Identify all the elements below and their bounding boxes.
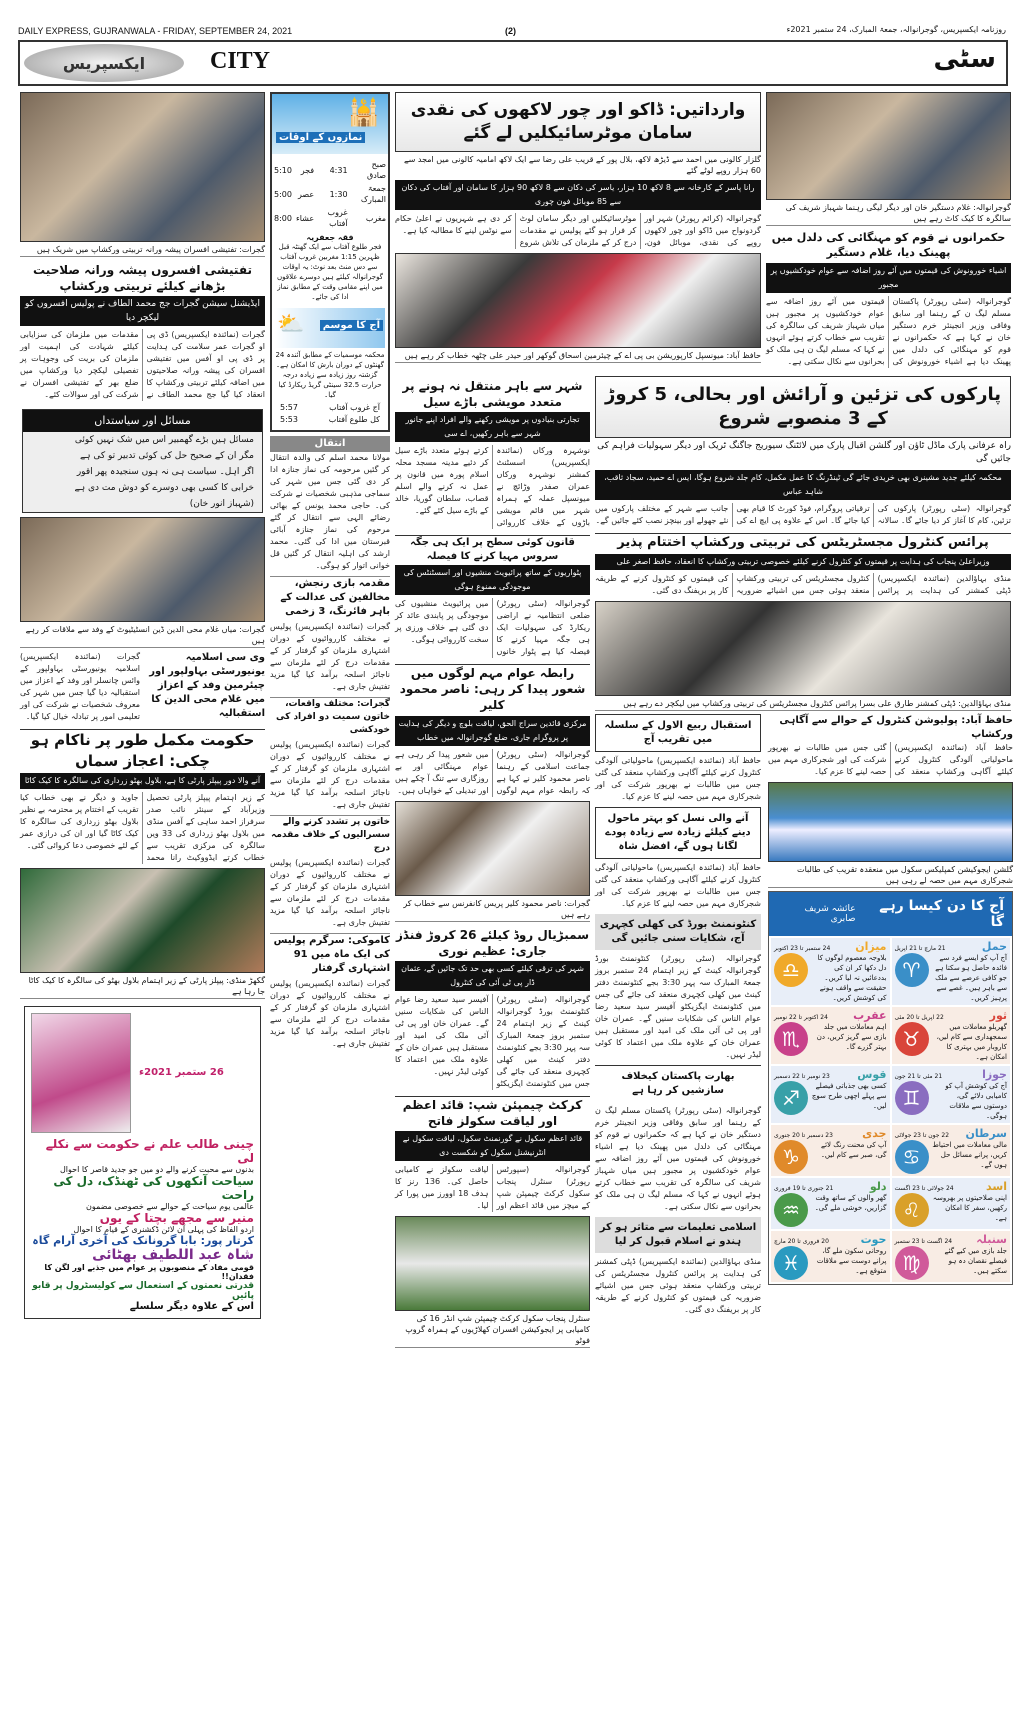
sign-content bbox=[774, 953, 887, 1003]
horoscope-sign-11 bbox=[771, 1231, 890, 1282]
caption: سنٹرل پنجاب سکول کرکٹ چیمپئن شپ انڈر 16 کی کامیابی پر ایجوکیشن افسران کھلاڑیوں کے ہمراہ گروپ فوٹو bbox=[395, 1313, 590, 1348]
prayer-cell: 4:31 bbox=[329, 165, 348, 175]
sign-content bbox=[774, 1022, 887, 1056]
horoscope-sign-3 bbox=[771, 1007, 890, 1064]
sign-dates: 22 اپریل تا 20 مئی bbox=[894, 1013, 944, 1021]
article-body: گوجرانوالہ (سپورٹس رپورٹر) سنٹرل پنجاب سکول کرکٹ چیمپئن شپ کے میچز میں قائد اعظم اور لیاقت سکولز نے کامیابی حاصل کی۔ 136 رنز کا ہدف 18 اوورز میں پورا کر لیا۔ bbox=[395, 1165, 590, 1211]
sign-header bbox=[895, 1068, 1008, 1081]
headline: خاتون پر تشدد کرنے والے سسرالیوں کے خلاف مقدمہ درج bbox=[271, 817, 390, 853]
sunset-row bbox=[272, 402, 388, 414]
ad-line: عالمی یوم سیاحت کے حوالے سے خصوصی مضمون bbox=[85, 1201, 254, 1211]
obituary-body: مولانا محمد اسلم کی والدہ انتقال کر گئیں مرحومہ کی نماز جنازہ ادا کر دی گئی جس میں شہر کی سماجی مذہبی شخصیات نے شرکت کی۔ حاجی محمد یونس کے بھائی رضائے الہی سے انتقال کر گئے مرحوم کی نماز جنازہ آبائی قبرستان میں ادا کی گئی۔ محمد ارشد کی اہلیہ انتقال کر گئیں قل خوانی اتوار کو ہوگی۔ bbox=[270, 453, 390, 570]
zodiac-icon: ♒ bbox=[774, 1193, 808, 1227]
sign-name: حمل bbox=[981, 939, 1007, 953]
sign-header bbox=[774, 1068, 887, 1081]
prayer-table bbox=[272, 158, 388, 230]
sign-content bbox=[895, 1022, 1008, 1062]
sign-text: آج کی کوشش آپ کو کامیابی دلائے گی، دوستوں سے ملاقات ہوگی۔ bbox=[945, 1081, 1007, 1120]
sign-content bbox=[774, 1193, 887, 1227]
sign-dates: 23 دسمبر تا 20 جنوری bbox=[774, 1131, 833, 1139]
headline: کاموکی: سرگرم پولیس کی ایک ماہ میں 91 اشتہاری گرفتار bbox=[270, 933, 390, 976]
zodiac-icon: ♌ bbox=[895, 1193, 929, 1227]
sunrise-row bbox=[272, 414, 388, 426]
sign-name: جدی bbox=[862, 1126, 887, 1140]
subheadline: آنے والا دور پیپلز پارٹی کا ہے، بلاول بھٹو زرداری کی سالگرہ کا کیک کاٹا bbox=[20, 773, 265, 789]
mini-headline: استقبال ربیع الاول کے سلسلہ میں تقریب آج bbox=[595, 714, 761, 752]
horoscope-sign-8 bbox=[892, 1178, 1011, 1229]
article-body: منڈی بہاؤالدین (نمائندہ ایکسپریس) ڈپٹی کمشنر کی ہدایت پر پرائس کنٹرول مجسٹریٹس کی تربیتی ورکشاپ منعقد ہوئی جس میں اشیائے ضروریہ کی قیمتوں کو کنٹرول کرنے کے طریقہ کار پر بریفنگ دی گئی۔ bbox=[595, 573, 1011, 595]
sign-text: آج آپ کو ایسے فرد سے فائدہ حاصل ہو سکتا ہے جو کافی عرصے سے ملک سے باہر ہیں۔ غصے سے پرہیز کریں۔ bbox=[935, 953, 1007, 1002]
horoscope-sign-4 bbox=[892, 1066, 1011, 1123]
article-body: گوجرانوالہ (سٹی رپورٹر) کنٹونمنٹ بورڈ گوجرانوالہ کینٹ کے زیر اہتمام 24 ستمبر بروز جمعۃ المبارک سہ پہر 3:30 بجے کنٹونمنٹ دفتر کینٹ میں کھلی کچہری منعقد کی جائے گی جس میں کنٹونمنٹ ایگزیکٹو آفیسر سید سعید رضا عوام الناس کی شکایات سنیں گے۔ عمران خان اور پی ٹی آئی ملک کی امید اور مستقبل ہیں عمران خان کے علاوہ ملک میں اعتماد کا کوئی لیڈر نہیں۔ bbox=[395, 995, 590, 1088]
sign-name: عقرب bbox=[853, 1008, 887, 1022]
sunday-magazine-ad bbox=[24, 1006, 261, 1319]
sign-text: گھریلو معاملات میں سمجھداری سے کام لیں، کاروبار میں بہتری کا امکان ہے۔ bbox=[936, 1022, 1007, 1061]
ad-line: شاہ عبد اللطیف بھٹائی bbox=[92, 1246, 254, 1263]
sign-dates: 24 اگست تا 23 ستمبر bbox=[894, 1237, 953, 1245]
ad-cover-image bbox=[31, 1013, 131, 1133]
poem-line: اگر اہل۔ سیاست ہی نہ ہوں سنجیدہ پھر اقور bbox=[76, 467, 254, 478]
sunrise-time: 5:53 bbox=[280, 415, 298, 424]
sign-content bbox=[895, 1140, 1008, 1174]
headline: قانون کوئی سطح پر ایک ہی جگہ سروس مہیا کرنے کا فیصلہ bbox=[395, 535, 590, 563]
sign-header bbox=[895, 1127, 1008, 1140]
article-body: حافظ آباد (نمائندہ ایکسپریس) ماحولیاتی آلودگی کنٹرول کرنے کیلئے آگاہی ورکشاپ منعقد کی گئی جس میں طالبات نے بھرپور شرکت کی اور شجرکاری مہم میں حصہ لینے کا عزم کیا۔ bbox=[595, 862, 761, 908]
zodiac-icon: ♍ bbox=[895, 1246, 929, 1280]
headline: کرکٹ چیمپئن شپ: قائد اعظم اور لیاقت سکولز فاتح bbox=[395, 1096, 590, 1129]
caption: گجرات: ناصر محمود کلیر پریس کانفرنس سے خطاب کر رہے ہیں bbox=[395, 898, 590, 922]
article-body: نوشہرہ ورکاں (نمائندہ ایکسپریس) اسسٹنٹ کمشنر نوشہرہ ورکاں عمران صفدر وڑائچ نے میونسپل عملہ کے ہمراہ شہر میں قائم مویشی باڑوں کے خلاف کارروائی کرتے ہوئے متعدد باڑے سیل کر دئیے مدینہ مسجد محلہ اسلام پورہ میں قانون پر عمل نہ کرنے والے اسلم قصاب، سلطان گوریا، خالد کے باڑے سیل کئے گئے۔ bbox=[395, 446, 590, 528]
sign-header bbox=[774, 1127, 887, 1140]
prayer-note: فجر طلوع آفتاب سے ایک گھنٹہ قبل ظہرین 1:15 مغربین غروب آفتاب سے دس منٹ بعد نوٹ: یہ اوقات گوجرانوالہ کیلئے ہیں دوسرے علاقوں میں اپنے مقامی وقت کے مطابق نماز ادا کی جائے۔ bbox=[276, 243, 384, 301]
center-top bbox=[395, 92, 761, 366]
logo-text: ایکسپریس bbox=[62, 53, 146, 73]
headline: پرائس کنٹرول مجسٹریٹس کی تربیتی ورکشاپ اختتام پذیر bbox=[595, 533, 1011, 552]
sign-text: جلد بازی میں کیے گئے فیصلے نقصان دہ ہو سکتے ہیں۔ bbox=[944, 1246, 1007, 1275]
horoscope-section bbox=[768, 891, 1013, 1285]
sign-name: ثور bbox=[989, 1008, 1007, 1022]
ad-line: اردو الفاظ کی پہلی آن لائن ڈکشنری کے قیام کا احوال bbox=[73, 1224, 254, 1234]
article-body: کے زیر اہتمام پیپلز پارٹی تحصیل وزیرآباد کے سینئر نائب صدر سرفراز احمد ساہی کے آفس منڈی میں بلاول بھٹو زرداری کی 33 ویں سالگرہ کی مرکزی تقریب سے خطاب کرتے ایڈووکیٹ رانا محمد جاوید و دیگر نے بھی خطاب کیا تقریب کے اختتام پر محترمہ بے نظیر بلاول بھٹو زرداری کی سالگرہ کا کیک کاٹا گیا اور ان کی درازی عمر کے لئے خصوصی دعا کروائی گئی۔ bbox=[20, 792, 265, 862]
zodiac-icon: ♉ bbox=[895, 1022, 929, 1056]
subheadline: ایڈیشنل سیشن گجرات جج محمد الطاف نے پولیس افسروں کو لیکچر دیا bbox=[20, 296, 265, 326]
sign-content bbox=[774, 1246, 887, 1280]
sign-name: میزان bbox=[855, 939, 887, 953]
sign-header bbox=[774, 1009, 887, 1022]
headline: مقدمہ بازی رنجش، مخالفین کی عدالت کے باہر فائرنگ، 3 زخمی bbox=[270, 576, 390, 619]
article-body: گجرات (نمائندہ ایکسپریس) ڈی پی او گجرات عمر سلامت کی ہدایت پر ڈی پی او آفس میں تفتیشی افسران کی پیشہ ورانہ صلاحیتوں میں اضافہ کیلئے تربیتی ورکشاپ کا انعقاد کیا گیا جج محمد الطاف نے مقدمات میں ملزمان کی سزایابی کیلئے شہادت کی اہمیت اور ملزمان کی بریت کی وجوہات پر تفصیلی لیکچر دیا ورکشاپ میں ضلع بھر کے تفتیشی افسران نے شرکت کی اور سوالات کئے۔ bbox=[20, 330, 265, 400]
zodiac-icon: ♐ bbox=[774, 1081, 808, 1115]
caption: گجرات: میاں غلام محی الدین ڈین انسٹیٹیوٹ کے وفد سے ملاقات کر رہے ہیں bbox=[20, 624, 265, 648]
poem-line: مسائل ہیں بڑے گھمبیر اس میں شک نہیں کوئی bbox=[74, 435, 254, 446]
caption: حافظ آباد: میونسپل کارپوریشن بی پی اے کے چیئرمین اسحاق گوکھر اور حیدر علی چٹھہ خطاب کر رہے ہیں bbox=[395, 350, 761, 363]
poem-title: مسائل اور سیاستداں bbox=[23, 410, 262, 432]
mini-column bbox=[595, 714, 761, 1320]
sign-content bbox=[895, 1246, 1008, 1280]
prayer-cell: عشاء bbox=[295, 213, 315, 223]
zodiac-icon: ♑ bbox=[774, 1140, 808, 1174]
parks-headline-box bbox=[595, 376, 1011, 439]
headline: حکومت مکمل طور پر ناکام ہو چکی: اعجاز سماں bbox=[20, 729, 265, 771]
sign-dates: 21 جنوری تا 19 فروری bbox=[774, 1184, 834, 1192]
sign-header bbox=[895, 1180, 1008, 1193]
poem-line: مگر ان کے صحیح حل کی کوئی تدبیر تو کی ہے bbox=[79, 451, 254, 462]
photo-mc-hafizabad bbox=[395, 253, 761, 348]
right-area bbox=[595, 376, 1011, 1320]
sign-dates: 23 نومبر تا 22 دسمبر bbox=[774, 1072, 830, 1080]
prayer-cell: 8:00 bbox=[274, 213, 292, 223]
horoscope-sign-5 bbox=[771, 1066, 890, 1123]
poem-author: (شہباز انور خان) bbox=[189, 499, 254, 510]
photo-birthday-cake bbox=[20, 868, 265, 973]
ad-line: منیر سے مجھے بچتا کے یوں bbox=[99, 1210, 254, 1225]
article-body: گجرات (نمائندہ ایکسپریس) پولیس نے مختلف کارروائیوں کے دوران اشتہاری ملزمان کو گرفتار کر کے مقدمات درج کر لئے ملزمان سے ناجائز اسلحہ برآمد کیا گیا مزید تفتیش جاری ہے۔ bbox=[270, 622, 390, 691]
headline: رابطہ عوام مہم لوگوں میں شعور پیدا کر رہی: ناصر محمود کلیر bbox=[395, 664, 590, 714]
article-body: گوجرانوالہ (سٹی رپورٹر) ضلعی انتظامیہ نے اراضی ریکارڈ کی سہولیات ایک ہی جگہ مہیا کرنے کا فیصلہ کیا ہے پٹوار خانوں میں پرائیویٹ منشیوں کی موجودگی پر پابندی عائد کر دی گئی ہے خلاف ورزی پر سخت کارروائی ہوگی۔ bbox=[395, 599, 590, 657]
page-number: (2) bbox=[505, 26, 516, 36]
sign-header bbox=[895, 940, 1008, 953]
masthead bbox=[18, 40, 1008, 86]
prayer-cell: فجر bbox=[300, 165, 315, 175]
sign-name: حوت bbox=[860, 1232, 887, 1246]
sign-name: جوزا bbox=[982, 1067, 1007, 1081]
sign-dates: 24 اکتوبر تا 22 نومبر bbox=[774, 1013, 828, 1021]
ad-line: چینی طالب علم نے حکومت سے نکلے لی bbox=[45, 1136, 254, 1165]
article-body: گوجرانوالہ (سٹی رپورٹر) جماعت اسلامی کے رہنما ناصر محمود کلیر نے کہا ہے کہ رابطہ عوام مہم لوگوں میں شعور پیدا کر رہی ہے عوام مہنگائی اور بے روزگاری سے تنگ آ چکے ہیں اور تبدیلی کے خواہاں ہیں۔ bbox=[395, 749, 590, 795]
prayer-banner bbox=[272, 94, 388, 154]
horoscope-sign-2 bbox=[892, 1007, 1011, 1064]
sign-text: گھر والوں کے ساتھ وقت گزاریں، خوشی ملے گی۔ bbox=[814, 1193, 887, 1212]
headline: شہر سے باہر منتقل نہ ہونے پر متعدد مویشی باڑے سیل bbox=[402, 378, 583, 409]
sign-dates: 22 جون تا 23 جولائی bbox=[894, 1131, 950, 1139]
ad-line: قدرتی نعمتوں کے استعمال سے کولیسٹرول پر قابو پائیں bbox=[32, 1280, 254, 1301]
caption: گکھڑ منڈی: پیپلز پارٹی کے زیر اہتمام بلاول بھٹو کی سالگرہ کا کیک کاٹا جا رہا ہے bbox=[20, 975, 265, 999]
horoscope-header bbox=[769, 892, 1012, 936]
sign-text: کسی بھی جذباتی فیصلے سے پہلے اچھی طرح سوچ لیں۔ bbox=[811, 1081, 887, 1110]
sun-cloud-icon: ⛅ bbox=[277, 312, 305, 337]
article-body: منڈی بہاؤالدین (نمائندہ ایکسپریس) ڈپٹی کمشنر کی ہدایت پر پرائس کنٹرول مجسٹریٹس کی تربیتی ورکشاپ منعقد ہوئی جس میں اشیائے ضروریہ کی قیمتوں کو کنٹرول کرنے کے طریقہ کار پر بریفنگ دی گئی۔ bbox=[595, 1256, 761, 1314]
headline: وی سی اسلامیہ یونیورسٹی بہاولپور اور چیئرمین وفد کے اعزاز میں غلام محی الدین کا استقبالیہ bbox=[149, 652, 265, 720]
headline: تفتیشی افسروں پیشہ ورانہ صلاحیت بڑھانے کیلئے تربیتی ورکشاپ bbox=[33, 263, 252, 294]
subheadline: شہر کی ترقی کیلئے کسی بھی حد تک جائیں گے، عثمان ڈار پی ٹی آئی کی کنٹرول bbox=[395, 961, 590, 991]
prayer-cell: صبح صادق bbox=[367, 160, 386, 180]
lead-black-strap: رانا پاسر کے کارخانہ سے 8 لاکھ 10 ہزار، یاسر کی دکان سے 8 لاکھ 90 ہزار کا سامان اور آفتاب کی دکان سے 85 موبائل فون چوری bbox=[395, 180, 761, 210]
left-column bbox=[20, 92, 265, 1319]
headline: حکمرانوں نے قوم کو مہنگائی کی دلدل میں پھینک دیا، غلام دستگیر bbox=[771, 231, 1006, 259]
sign-content bbox=[895, 953, 1008, 1003]
prayer-cell: 1:30 bbox=[329, 189, 348, 199]
prayer-cell: غروب آفتاب bbox=[327, 208, 348, 228]
article-body: گوجرانوالہ (سٹی رپورٹر) پارکوں کی تزئین، کام کا آغاز کر دیا جائے گا۔ سالانہ ترقیاتی پروگرام، فوڈ کورٹ کا قیام بھی کیا جائے گا۔ اس کے علاوہ پی ایچ اے کی جانب سے شہر کے مختلف پارکوں میں نئے جھولے اور بینچز نصب کئے جائیں گے۔ bbox=[595, 504, 1011, 526]
sign-text: مالی معاملات میں احتیاط کریں، پرانے مسائل حل ہوں گے۔ bbox=[932, 1140, 1007, 1169]
subheadline: پٹواریوں کے ساتھ پرائیویٹ منشیوں اور اسسٹنٹس کی موجودگی ممنوع ہوگی bbox=[395, 565, 590, 595]
subheadline: مرکزی قائدین سراج الحق، لیاقت بلوچ و دیگر کی ہدایت پر پروگرام جاری، ضلع گوجرانوالہ میں خطاب bbox=[395, 716, 590, 746]
prayer-cell: مغرب bbox=[365, 213, 386, 223]
university-story bbox=[20, 651, 265, 727]
sign-text: اہم معاملات میں جلد بازی سے گریز کریں، دن بہتر گزرے گا۔ bbox=[816, 1022, 887, 1051]
zodiac-icon: ♊ bbox=[895, 1081, 929, 1115]
weather-title: آج کا موسم bbox=[320, 320, 383, 331]
horoscope-grid bbox=[769, 936, 1012, 1284]
horoscope-sign-1 bbox=[771, 938, 890, 1005]
obituary-title: انتقال bbox=[270, 436, 390, 452]
headline: سمبڑیال روڈ کیلئے 26 کروڑ فنڈز جاری: عظیم نوری bbox=[395, 927, 590, 958]
article-body: گجرات (نمائندہ ایکسپریس) پولیس نے مختلف کارروائیوں کے دوران اشتہاری ملزمان کو گرفتار کر کے مقدمات درج کر لئے ملزمان سے ناجائز اسلحہ برآمد کیا گیا مزید تفتیش جاری ہے۔ bbox=[270, 740, 390, 809]
mini-headline: اسلامی تعلیمات سے متاثر ہو کر ہندو نے اسلام قبول کر لیا bbox=[595, 1217, 761, 1253]
parks-headline: پارکوں کی تزئین و آرائش اور بحالی، 5 کروڑ کے 3 منصوبے شروع bbox=[605, 383, 1001, 429]
ad-line: کرتار پور: بابا گرونانک کی آخری آرام گاہ bbox=[32, 1233, 254, 1247]
zodiac-icon: ♋ bbox=[895, 1140, 929, 1174]
sign-dates: 24 جولائی تا 23 اگست bbox=[894, 1184, 954, 1192]
subheadline: اشیاء خورونوش کی قیمتوں میں آئے روز اضافہ سے عوام خودکشیوں پر مجبور bbox=[766, 263, 1011, 293]
sign-header bbox=[895, 1233, 1008, 1246]
headline: حافظ آباد: پولیوشن کنٹرول کے حوالے سے آگاہی ورکشاپ bbox=[779, 714, 1013, 740]
prayer-column bbox=[270, 92, 390, 1054]
zodiac-icon: ♈ bbox=[895, 953, 929, 987]
article-body: گجرات (نمائندہ ایکسپریس) اسلامیہ یونیورسٹی بہاولپور کے وائس چانسلر اور وفد کے اعزاز میں استقبالیہ دیا گیا جس میں شہر کی معروف شخصیات نے شرکت کی اور تعلیمی امور پر تبادلہ خیال کیا گیا۔ bbox=[20, 652, 140, 722]
photo-police-workshop bbox=[20, 92, 265, 242]
sign-name: سنبلہ bbox=[976, 1232, 1007, 1246]
sign-text: بلاوجہ معصوم لوگوں کا دل دکھا کر ان کی بددعائیں نہ لیا کریں۔ حقیقت سے واقف ہونے کی کوشش کریں۔ bbox=[817, 953, 887, 1002]
ad-line: سیاحت آنکھوں کی ٹھنڈک، دل کی راحت bbox=[53, 1173, 254, 1202]
sign-dates: 21 مارچ تا 21 اپریل bbox=[894, 944, 946, 952]
mini-headline: بھارت پاکستان کیخلاف سازشیں کر رہا ہے bbox=[595, 1065, 761, 1102]
lead-headline: وارداتیں: ڈاکو اور چور لاکھوں کی نقدی سامان موٹرسائیکلیں لے گئے bbox=[410, 100, 746, 143]
horoscope-sign-0 bbox=[892, 938, 1011, 1005]
ad-line: بدنوں سے محبت کرنے والے دو میں جو جدید قاصر کا احوال bbox=[59, 1164, 254, 1174]
horoscope-sign-9 bbox=[771, 1178, 890, 1229]
zodiac-icon: ♎ bbox=[774, 953, 808, 987]
mini-headline: کنٹونمنٹ بورڈ کی کھلی کچہری آج، شکایات سنی جائیں گی bbox=[595, 914, 761, 950]
lead-headline-box bbox=[395, 92, 761, 152]
sign-name: دلو bbox=[869, 1179, 887, 1193]
page-grid bbox=[20, 92, 1011, 1351]
sign-dates: 24 ستمبر تا 23 اکتوبر bbox=[774, 944, 831, 952]
article-body: گجرات (نمائندہ ایکسپریس) پولیس نے مختلف کارروائیوں کے دوران اشتہاری ملزمان کو گرفتار کر کے مقدمات درج کر لئے ملزمان سے ناجائز اسلحہ برآمد کیا گیا مزید تفتیش جاری ہے۔ bbox=[270, 858, 390, 927]
sign-dates: 20 فروری تا 20 مارچ bbox=[774, 1237, 829, 1245]
photo-students-plantation bbox=[768, 782, 1013, 862]
horoscope-column bbox=[768, 714, 1013, 1285]
folio-left: DAILY EXPRESS, GUJRANWALA - FRIDAY, SEPTEMBER 24, 2021 bbox=[18, 26, 293, 36]
article-body: گوجرانوالہ (کرائم رپورٹر) شہر اور گردونواح میں ڈاکو اور چور لاکھوں روپے کی نقدی، موبائل فون، موٹرسائیکلیں اور دیگر سامان لوٹ کر فرار ہو گئے پولیس نے مقدمات درج کر کے ملزمان کی تلاش شروع کر دی ہے شہریوں نے اعلیٰ حکام سے نوٹس لینے کا مطالبہ کیا ہے۔ bbox=[395, 213, 761, 247]
caption: منڈی بہاؤالدین: ڈپٹی کمشنر طارق علی بسرا پرائس کنٹرول مجسٹریٹس کی تربیتی ورکشاپ میں لیکچر دے رہے ہیں bbox=[595, 698, 1011, 711]
subheadline: قائد اعظم سکول نے گورنمنٹ سکول، لیاقت سکول نے انٹرنیشنل سکول کو شکست دی bbox=[395, 1131, 590, 1161]
prayer-cell: 5:10 bbox=[274, 165, 292, 175]
folio-right: روزنامہ ایکسپریس، گوجرانوالہ، جمعۃ المبارک، 24 ستمبر 2021ء bbox=[786, 25, 1006, 34]
weather-banner bbox=[275, 308, 385, 348]
express-logo bbox=[24, 44, 184, 82]
prayer-cell: 5:00 bbox=[274, 189, 292, 199]
center-narrow bbox=[395, 376, 590, 1352]
sign-header bbox=[774, 940, 887, 953]
fiqh-title: فقہ جعفریہ bbox=[306, 233, 354, 242]
sign-header bbox=[774, 1233, 887, 1246]
sign-name: قوس bbox=[857, 1067, 887, 1081]
photo-price-control-workshop bbox=[595, 601, 1011, 696]
ad-date: 26 ستمبر 2021ء bbox=[139, 1067, 224, 1079]
sign-content bbox=[895, 1081, 1008, 1121]
caption: گجرات: تفتیشی افسران پیشہ ورانہ تربیتی ورکشاپ میں شریک ہیں bbox=[20, 244, 265, 257]
sign-text: آپ کی محنت رنگ لائے گی، صبر سے کام لیں۔ bbox=[820, 1140, 887, 1159]
sign-header bbox=[774, 1180, 887, 1193]
photo-cricket-team bbox=[395, 1216, 590, 1311]
caption: گلشن ایجوکیشن کمپلیکس سکول میں منعقدہ تقریب کی طالبات شجرکاری مہم میں حصہ لے رہی ہیں bbox=[768, 864, 1013, 888]
mosque-icon: 🕌 bbox=[347, 98, 380, 128]
mini-headline: آنے والی نسل کو بہتر ماحول دینے کیلئے زیادہ سے زیادہ پودے لگانا ہوں گے، افضل شاہ bbox=[595, 807, 761, 859]
sign-name: سرطان bbox=[965, 1126, 1007, 1140]
photo-press-conference bbox=[395, 801, 590, 896]
article-body: گجرات (نمائندہ ایکسپریس) پولیس نے مختلف کارروائیوں کے دوران اشتہاری ملزمان کو گرفتار کر کے مقدمات درج کر لئے ملزمان سے ناجائز اسلحہ برآمد کیا گیا مزید تفتیش جاری ہے۔ bbox=[270, 979, 390, 1048]
article-body: گوجرانوالہ (سٹی رپورٹر) پاکستان مسلم لیگ ن کے رہنما اور سابق وفاقی وزیر انجینئر خرم دستگیر خان نے کہا ہے کہ حکمرانوں نے قوم کو مہنگائی کی دلدل میں پھینک دیا ہے اشیاء خورونوش کی قیمتوں میں آئے روز اضافہ سے عوام خودکشیوں پر مجبور ہیں میاں شہباز شریف کی سالگرہ کی تقریب سے خطاب کرتے ہوئے انہوں نے کہا کہ مسلم لیگ ن ہی ملک کو بحرانوں سے نکال سکتی ہے۔ bbox=[595, 1105, 761, 1211]
horoscope-sign-6 bbox=[892, 1125, 1011, 1176]
poem-box bbox=[22, 409, 263, 513]
section-title-en: CITY bbox=[210, 48, 271, 74]
sign-text: روحانی سکون ملے گا، پرانے دوست سے ملاقات متوقع ہے۔ bbox=[816, 1246, 887, 1275]
sunset-time: 5:57 bbox=[280, 403, 298, 412]
sign-dates: 21 مئی تا 21 جون bbox=[894, 1072, 943, 1080]
subheadline: وزیراعلیٰ پنجاب کی ہدایت پر قیمتوں کو کنٹرول کرنے کیلئے خصوصی تربیتی ورکشاپ کا انعقاد، حافظ اصغر علی bbox=[595, 554, 1011, 570]
parks-subheadline: راہ عرفانی پارک ماڈل ٹاؤن اور گلشن اقبال پارک میں لائٹنگ سیوریج جاگنگ ٹریک اور دیگر سہولیات فراہم کی جائیں گی bbox=[597, 441, 1011, 465]
parks-black-strap: محکمہ کیلئے جدید مشینری بھی خریدی جائے گی ٹینڈرنگ کا عمل مکمل، کام جلد شروع ہوگا، ایس اے حمید، سجاد ثاقب، شاہد عباس bbox=[595, 470, 1011, 500]
horoscope-title: آج کا دن کیسا رہے گا bbox=[879, 897, 1004, 930]
sign-content bbox=[774, 1081, 887, 1115]
ad-line: اس کے علاوہ دیگر سلسلے bbox=[129, 1300, 254, 1312]
caption: گوجرانوالہ: غلام دستگیر خان اور دیگر لیگی رہنما شہباز شریف کی سالگرہ کا کیک کاٹ رہے ہیں bbox=[766, 202, 1011, 226]
horoscope-sign-7 bbox=[771, 1125, 890, 1176]
article-body: گوجرانوالہ (سٹی رپورٹر) کنٹونمنٹ بورڈ گوجرانوالہ کینٹ کے زیر اہتمام 24 ستمبر بروز جمعۃ المبارک سہ پہر 3:30 بجے کنٹونمنٹ دفتر کینٹ میں کھلی کچہری منعقد کی جائے گی جس میں کنٹونمنٹ ایگزیکٹو آفیسر سید سعید رضا عوام الناس کی شکایات سنیں گے۔ عمران خان اور پی ٹی آئی ملک کی امید اور مستقبل ہیں عمران خان کے علاوہ ملک میں اعتماد کا کوئی لیڈر نہیں۔ bbox=[595, 953, 762, 1059]
photo-pmln-birthday bbox=[766, 92, 1011, 200]
sign-name: اسد bbox=[986, 1179, 1007, 1193]
zodiac-icon: ♏ bbox=[774, 1022, 808, 1056]
weather-text: محکمہ موسمیات کے مطابق آئندہ 24 گھنٹوں کے دوران بارش کا امکان ہے۔ گزشتہ روز زیادہ سے زیادہ درجہ حرارت 32.5 سینٹی گریڈ ریکارڈ کیا گیا۔ bbox=[275, 351, 385, 399]
sign-content bbox=[774, 1140, 887, 1174]
article-body: حافظ آباد (نمائندہ ایکسپریس) ماحولیاتی آلودگی کنٹرول کرنے کیلئے آگاہی ورکشاپ منعقد کی گئی جس میں طالبات نے بھرپور شرکت کی اور شجرکاری مہم میں حصہ لینے کا عزم کیا۔ bbox=[768, 742, 1013, 776]
sunset-label: آج غروب آفتاب bbox=[329, 403, 380, 412]
lead-subheadline: گلزار کالونی میں احمد سے ڈیڑھ لاکھ، بلال پور کے قریب علی رضا سے ایک لاکھ امامیہ کالونی میں امجد سے 60 ہزار روپے لوٹے گئے bbox=[403, 154, 761, 175]
article-body: گوجرانوالہ (سٹی رپورٹر) پاکستان مسلم لیگ ن کے رہنما اور سابق وفاقی وزیر انجینئر خرم دستگیر خان نے کہا ہے کہ حکمرانوں نے قوم کو مہنگائی کی دلدل میں پھینک دیا ہے اشیاء خورونوش کی قیمتوں میں آئے روز اضافہ سے عوام خودکشیوں پر مجبور ہیں میاں شہباز شریف کی سالگرہ کی تقریب سے خطاب کرتے ہوئے انہوں نے کہا کہ مسلم لیگ ن ہی ملک کو بحرانوں سے نکال سکتی ہے۔ bbox=[766, 296, 1011, 366]
sunrise-label: کل طلوع آفتاب bbox=[328, 415, 380, 424]
sign-text: اپنی صلاحیتوں پر بھروسہ رکھیں، سفر کا امکان ہے۔ bbox=[932, 1193, 1007, 1222]
horoscope-author: عائشہ شریف صابری bbox=[804, 903, 856, 924]
sign-content bbox=[895, 1193, 1008, 1227]
article-body: حافظ آباد (نمائندہ ایکسپریس) ماحولیاتی آلودگی کنٹرول کرنے کیلئے آگاہی ورکشاپ منعقد کی گئی جس میں طالبات نے بھرپور شرکت کی اور شجرکاری مہم میں حصہ لینے کا عزم کیا۔ bbox=[595, 755, 761, 801]
right-area-lower bbox=[595, 714, 1011, 1320]
photo-university-delegation bbox=[20, 517, 265, 622]
sign-header bbox=[895, 1009, 1008, 1022]
ad-line: قومی مفاد کے منصوبوں پر عوام میں جذبے اور لگن کا فقدان!! bbox=[44, 1262, 254, 1281]
prayer-cell: جمعۃ المبارک bbox=[360, 184, 386, 204]
horoscope-sign-10 bbox=[892, 1231, 1011, 1282]
right-top bbox=[766, 92, 1011, 372]
prayer-cell: عصر bbox=[297, 189, 315, 199]
subheadline: تجارتی بنیادوں پر مویشی رکھنے والے افراد اپنے جانور شہر سے باہر رکھیں، اے سی bbox=[395, 412, 590, 442]
poem-line: خرابی کا کسی بھی دوسرے کو دوش مت دی ہے bbox=[74, 483, 254, 494]
headline: گجرات: مختلف واقعات، خاتون سمیت دو افراد کی خودکشی bbox=[270, 697, 390, 737]
prayer-times-box bbox=[270, 92, 390, 432]
prayer-title: نمازوں کے اوقات bbox=[276, 132, 365, 143]
section-title-ur: سٹی bbox=[933, 44, 996, 74]
zodiac-icon: ♓ bbox=[774, 1246, 808, 1280]
